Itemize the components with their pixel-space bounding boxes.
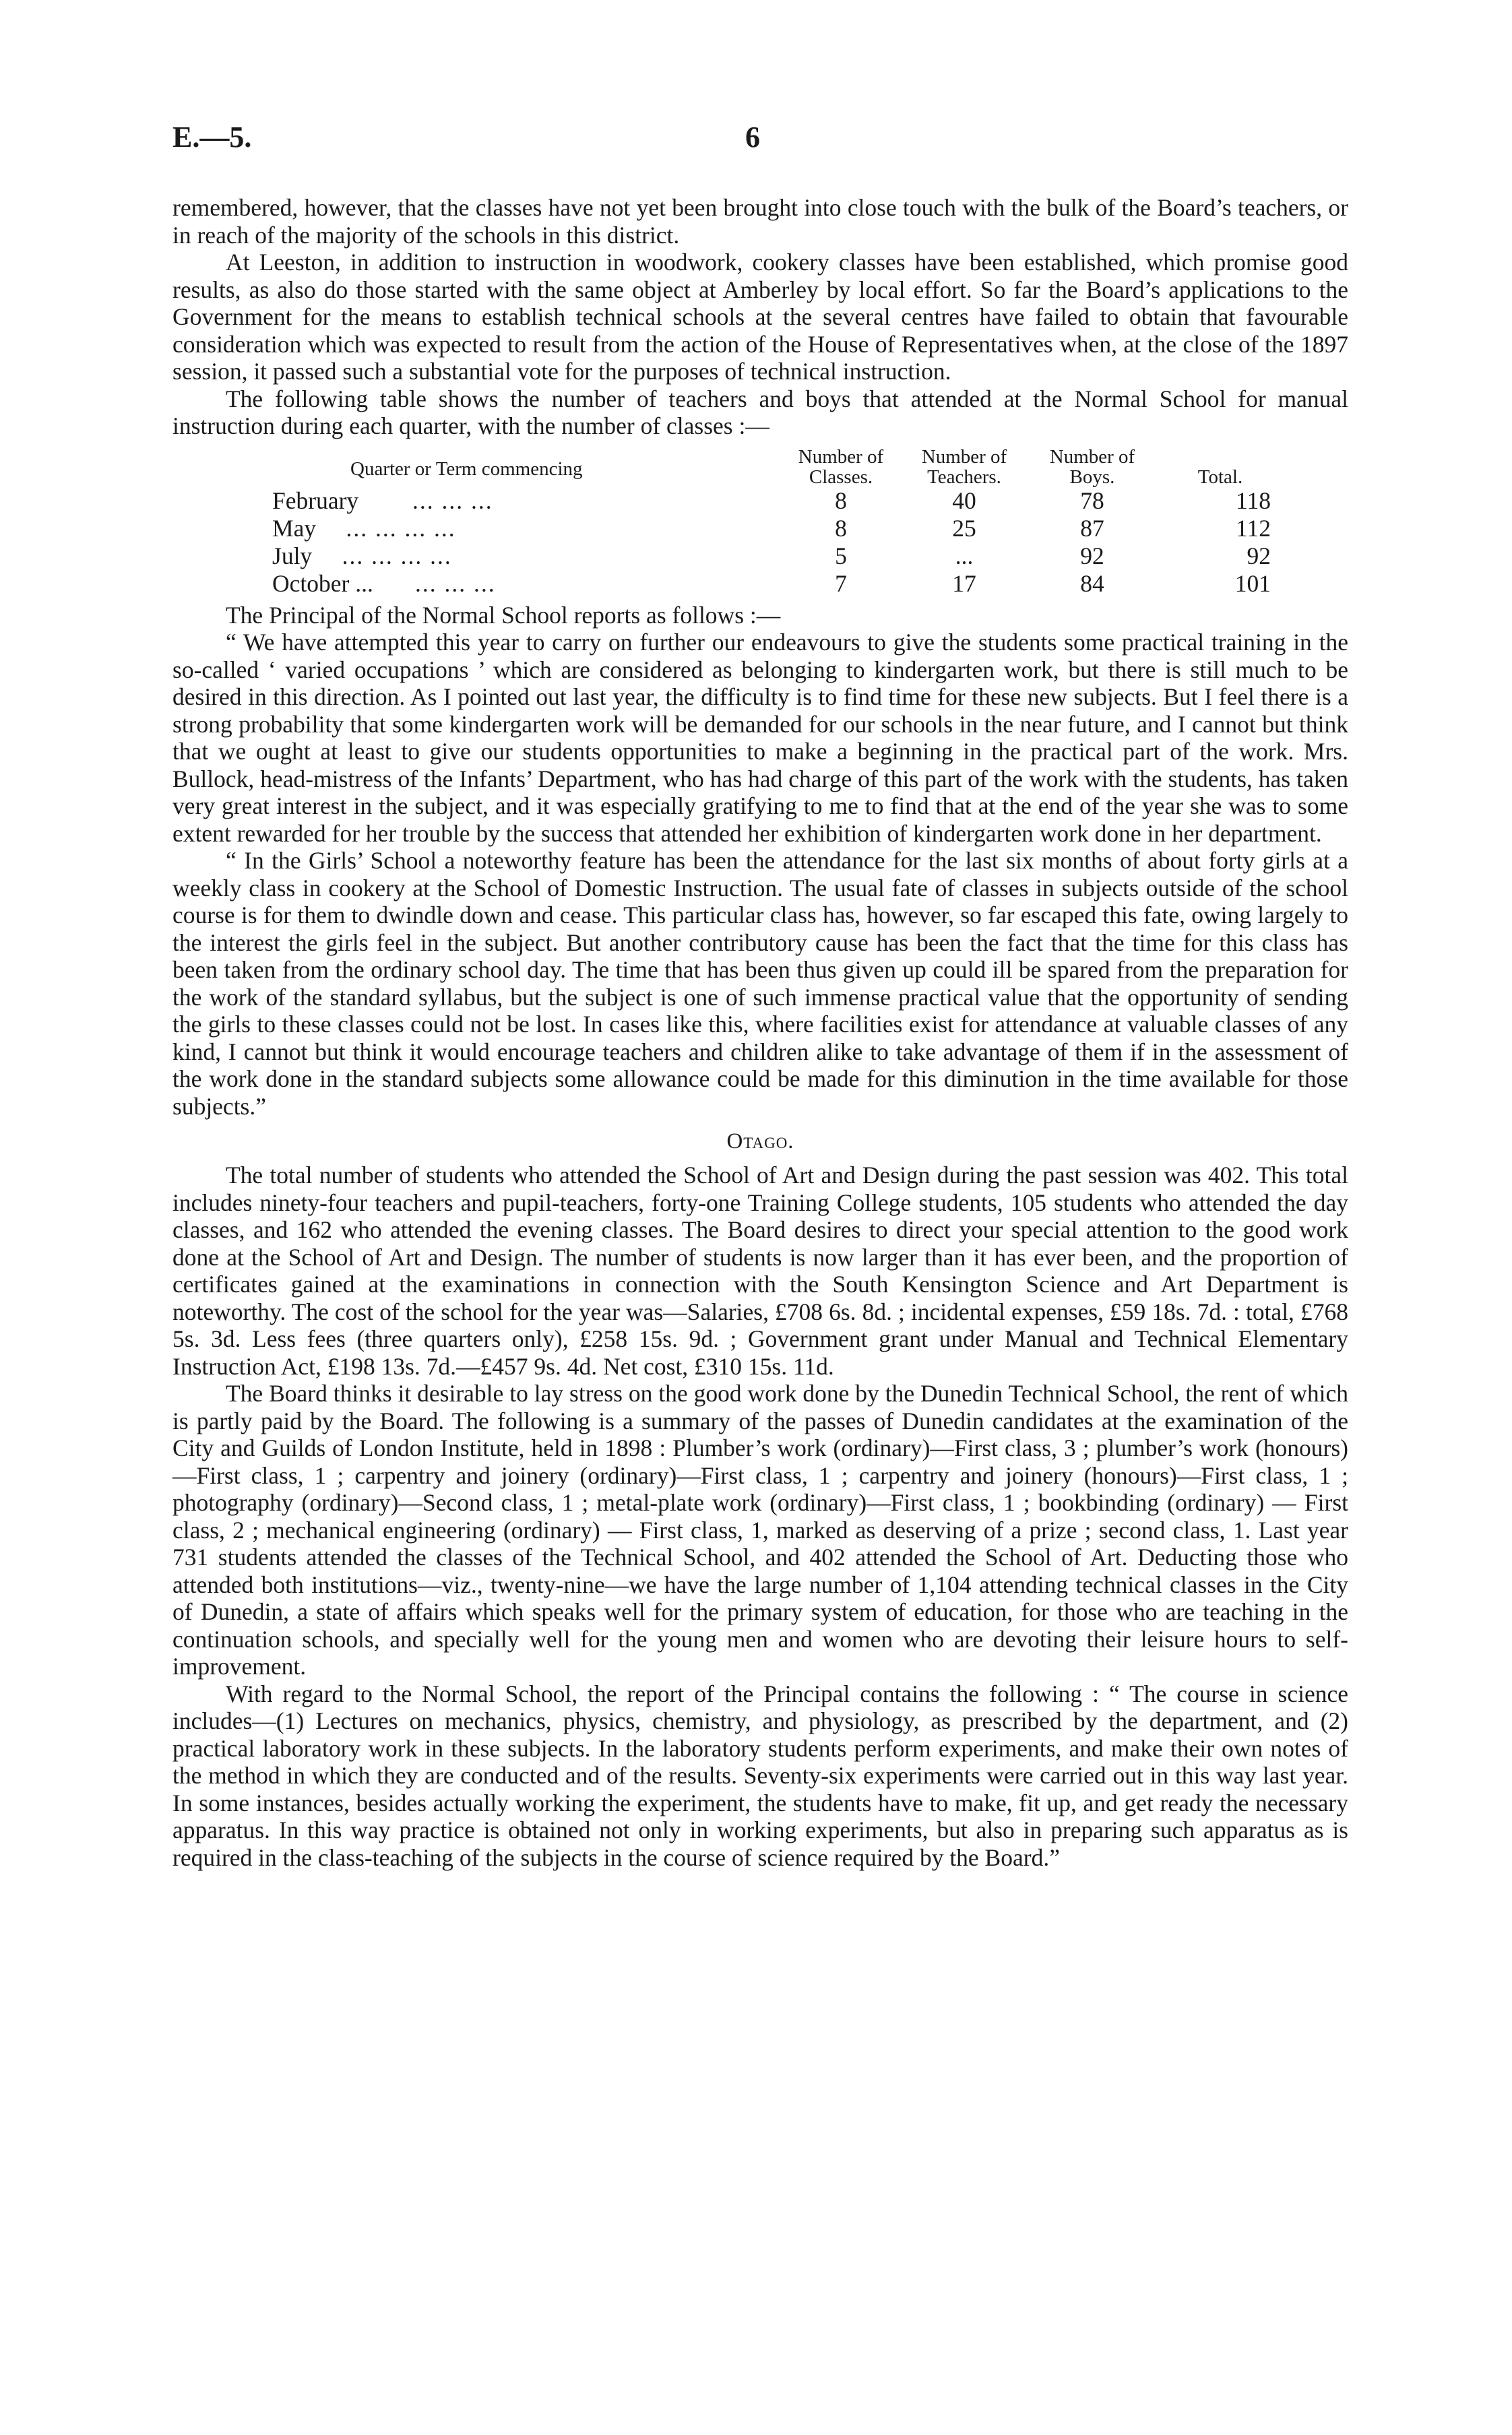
header-classes: Number of Classes. [798,445,884,488]
dot-leader: ... ... ... [414,569,496,597]
page-number: 6 [745,121,760,154]
table-row [272,570,1284,598]
paragraph: At Leeston, in addition to instruction in woodwork, cookery classes have been established, which promise good results, as also do those started with the same object at Amberley by local effort. So far the Board’s applications to the Government for the means to establish technical schools at the several centres have failed to obtain that favourable consideration which was expected to result from the action of the House of Representatives when, at the close of the 1897 session, it passed such a substantial vote for the purposes of technical instruction. [172,249,1348,385]
total-cell: 92 [1247,542,1271,569]
quoted-paragraph: “ We have attempted this year to carry on further our endeavours to give the students some practical training in the so-called ‘ varied occupations ’ which are considered as belonging to kindergarten work, but there is still much to be desired in this direction. As I pointed out last year, the difficulty is to find time for these new subjects. But I feel there is a strong probability that some kindergarten work will be demanded for our schools in the near future, and I cannot but think that we ought at least to give our students opportunities to make a beginning in the practical part of the work. Mrs. Bullock, head-mistress of the Infants’ Department, who has had charge of this part of the work with the students, has taken very great interest in the subject, and it was especially gratifying to me to find that at the end of the year she was to some extent rewarded for her trouble by the success that attended her exhibition of kindergarten work done in her department. [172,629,1348,847]
attendance-table [272,447,1284,598]
quarter-cell: July ... ... ... ... [272,542,452,569]
table-row [272,542,1284,570]
classes-cell: 7 [835,569,847,597]
table-row [272,515,1284,542]
page-reference: E.—5. [172,121,252,154]
section-title-otago: Otago. [726,1129,794,1153]
teachers-cell: ... [955,542,974,569]
principal-intro: The Principal of the Normal School reports as follows :— [226,601,781,629]
dot-leader: ... ... ... ... [342,542,452,569]
paragraph: With regard to the Normal School, the report of the Principal contains the following : “ The course in science includes—(1) Lectures on mechanics, physics, chemistry, and physiology, as prescribed by the department, and (2) practical laboratory work in these subjects. In the laboratory students perform experiments, and make their own notes of the method in which they are conducted and of the results. Seventy-six experiments were carried out in this way last year. In some instances, besides actually working the experiment, the students have to make, fit up, and get ready the necessary apparatus. In this way practice is obtained not only in working experiments, but also in preparing such apparatus as is required in the class-teaching of the subjects in the course of science required by the Board.” [172,1680,1348,1871]
boys-cell: 87 [1080,514,1104,542]
dot-leader: ... ... ... [412,486,493,514]
teachers-cell: 40 [952,486,976,514]
header-teachers: Number of Teachers. [921,445,1007,488]
quarter-cell: May ... ... ... ... [272,514,456,542]
quarter-cell: February ... ... ... [272,486,493,514]
page-header [172,120,1348,167]
paragraph: remembered, however, that the classes have not yet been brought into close touch with the bulk of the Board’s teachers, or in reach of the majority of the schools in this district. [172,194,1348,249]
paragraph: The total number of students who attended the School of Art and Design during the past session was 402. This total includes ninety-four teachers and pupil-teachers, forty-one Training College students, 105 students who attended the day classes, and 162 who attended the evening classes. The Board desires to direct your special attention to the good work done at the School of Art and Design. The number of students is now larger than it has ever been, and the proportion of certificates gained at the examinations in connection with the South Kensington Science and Art Department is noteworthy. The cost of the school for the year was—Salaries, £708 6s. 8d. ; incidental expenses, £59 18s. 7d. : total, £768 5s. 3d. Less fees (three quarters only), £258 15s. 9d. ; Government grant under Manual and Technical Elementary Instruction Act, £198 13s. 7d.—£457 9s. 4d. Net cost, £310 15s. 11d. [172,1162,1348,1380]
header-boys: Number of Boys. [1049,445,1135,488]
dot-leader: ... ... ... ... [346,514,456,542]
boys-cell: 78 [1080,486,1104,514]
quarter-cell: October ... ... ... ... [272,569,496,597]
header-total: Total. [1197,466,1243,488]
table-row [272,487,1284,515]
total-cell: 112 [1236,514,1271,542]
paragraph: The following table shows the number of teachers and boys that attended at the Normal School for manual instruction during each quarter, with the number of classes :— [172,385,1348,439]
teachers-cell: 17 [952,569,976,597]
total-cell: 101 [1234,569,1271,597]
total-cell: 118 [1236,486,1271,514]
paragraph: The Board thinks it desirable to lay stress on the good work done by the Dunedin Technical School, the rent of which is partly paid by the Board. The following is a summary of the passes of Dunedin candidates at the examination of the City and Guilds of London Institute, held in 1898 : Plumber’s work (ordinary)—First class, 3 ; plumber’s work (honours)—First class, 1 ; carpentry and joinery (ordinary)—First class, 1 ; carpentry and joinery (honours)—First class, 1 ; photography (ordinary)—Second class, 1 ; metal-plate work (ordinary)—First class, 1 ; bookbinding (ordinary) — First class, 2 ; mechanical engineering (ordinary) — First class, 1, marked as deserving of a prize ; second class, 1. Last year 731 students attended the classes of the Technical School, and 402 attended the School of Art. Deducting those who attended both institutions—viz., twenty-nine—we have the large number of 1,104 attending technical classes in the City of Dunedin, a state of affairs which speaks well for the primary system of education, for those who are teaching in the continuation schools, and specially well for the young men and women who are devoting their leisure hours to self-improvement. [172,1380,1348,1680]
teachers-cell: 25 [952,514,976,542]
classes-cell: 8 [835,486,847,514]
boys-cell: 84 [1080,569,1104,597]
table-header-row [272,447,1284,487]
quoted-paragraph: “ In the Girls’ School a noteworthy feature has been the attendance for the last six months of about forty girls at a weekly class in cookery at the School of Domestic Instruction. The usual fate of classes in subjects outside of the school course is for them to dwindle down and cease. This particular class has, however, so far escaped this fate, owing largely to the interest the girls feel in the subject. But another contributory cause has been the fact that the time for this class has been taken from the ordinary school day. The time that has been thus given up could ill be spared from the preparation for the work of the standard syllabus, but the subject is one of such immense practical value that the opportunity of sending the girls to these classes could not be lost. In cases like this, where facilities exist for attendance at valuable classes of any kind, I cannot but think it would encourage teachers and children alike to take advantage of them if in the assessment of the work done in the standard subjects some allowance could be made for this diminution in the time available for those subjects.” [172,847,1348,1120]
page-body [172,194,1348,1871]
classes-cell: 5 [835,542,847,569]
boys-cell: 92 [1080,542,1104,569]
classes-cell: 8 [835,514,847,542]
header-quarter: Quarter or Term commencing [350,457,583,480]
